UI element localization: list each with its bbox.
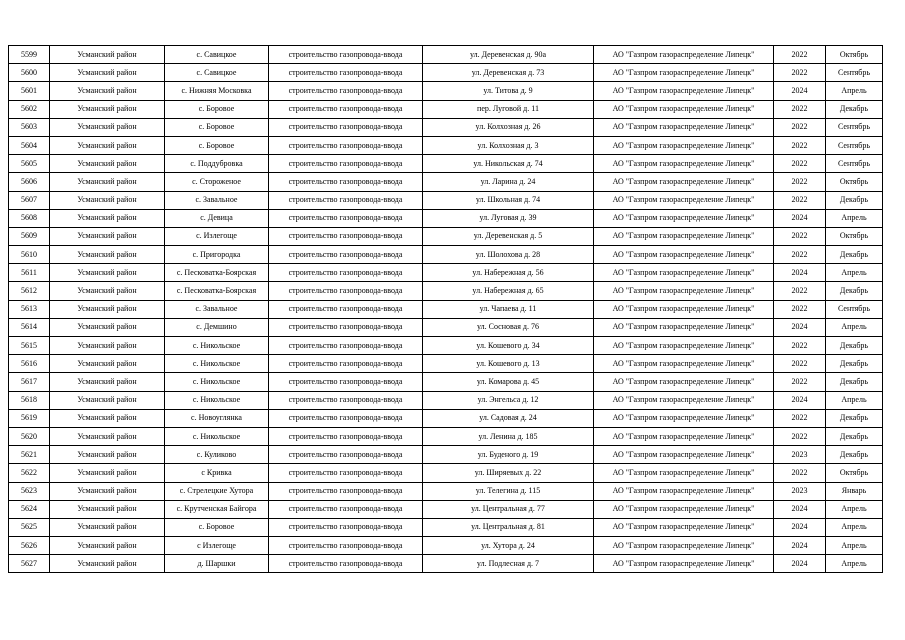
contractor-cell: АО "Газпром газораспределение Липецк" — [594, 173, 774, 191]
address-cell: ул. Деревенская д. 90а — [423, 46, 594, 64]
year-cell: 2022 — [774, 355, 826, 373]
district-cell: Усманский район — [50, 427, 165, 445]
settlement-cell: с Излегоще — [165, 537, 269, 555]
contractor-cell: АО "Газпром газораспределение Липецк" — [594, 446, 774, 464]
table-row — [9, 555, 883, 573]
settlement-cell: д. Шаршки — [165, 555, 269, 573]
row-number-cell: 5617 — [9, 373, 50, 391]
month-cell: Октябрь — [826, 227, 883, 245]
year-cell: 2022 — [774, 155, 826, 173]
table-row — [9, 482, 883, 500]
month-cell: Апрель — [826, 555, 883, 573]
contractor-cell: АО "Газпром газораспределение Липецк" — [594, 537, 774, 555]
contractor-cell: АО "Газпром газораспределение Липецк" — [594, 300, 774, 318]
month-cell: Апрель — [826, 518, 883, 536]
settlement-cell: с. Стороженое — [165, 173, 269, 191]
work-type-cell: строительство газопровода-ввода — [269, 318, 423, 336]
address-cell: ул. Центральная д. 77 — [423, 500, 594, 518]
work-type-cell: строительство газопровода-ввода — [269, 518, 423, 536]
settlement-cell: с. Боровое — [165, 100, 269, 118]
table-row — [9, 446, 883, 464]
year-cell: 2024 — [774, 537, 826, 555]
address-cell: ул. Шолохова д. 28 — [423, 246, 594, 264]
address-cell: ул. Энгельса д. 12 — [423, 391, 594, 409]
year-cell: 2023 — [774, 446, 826, 464]
table-row — [9, 518, 883, 536]
row-number-cell: 5605 — [9, 155, 50, 173]
district-cell: Усманский район — [50, 209, 165, 227]
month-cell: Сентябрь — [826, 300, 883, 318]
table-row — [9, 118, 883, 136]
month-cell: Апрель — [826, 209, 883, 227]
row-number-cell: 5618 — [9, 391, 50, 409]
year-cell: 2024 — [774, 209, 826, 227]
table-row — [9, 264, 883, 282]
table-row — [9, 373, 883, 391]
district-cell: Усманский район — [50, 227, 165, 245]
contractor-cell: АО "Газпром газораспределение Липецк" — [594, 355, 774, 373]
year-cell: 2022 — [774, 409, 826, 427]
settlement-cell: с. Боровое — [165, 518, 269, 536]
month-cell: Апрель — [826, 318, 883, 336]
month-cell: Декабрь — [826, 100, 883, 118]
contractor-cell: АО "Газпром газораспределение Липецк" — [594, 64, 774, 82]
table-row — [9, 136, 883, 154]
table-row — [9, 227, 883, 245]
table-row — [9, 355, 883, 373]
district-cell: Усманский район — [50, 118, 165, 136]
year-cell: 2022 — [774, 427, 826, 445]
district-cell: Усманский район — [50, 155, 165, 173]
year-cell: 2022 — [774, 191, 826, 209]
month-cell: Октябрь — [826, 173, 883, 191]
year-cell: 2022 — [774, 173, 826, 191]
settlement-cell: с. Крутченская Байгора — [165, 500, 269, 518]
table-row — [9, 337, 883, 355]
contractor-cell: АО "Газпром газораспределение Липецк" — [594, 373, 774, 391]
address-cell: ул. Подлесная д. 7 — [423, 555, 594, 573]
row-number-cell: 5615 — [9, 337, 50, 355]
year-cell: 2022 — [774, 136, 826, 154]
row-number-cell: 5601 — [9, 82, 50, 100]
district-cell: Усманский район — [50, 373, 165, 391]
contractor-cell: АО "Газпром газораспределение Липецк" — [594, 209, 774, 227]
year-cell: 2024 — [774, 555, 826, 573]
settlement-cell: с. Стрелецкие Хутора — [165, 482, 269, 500]
month-cell: Декабрь — [826, 191, 883, 209]
district-cell: Усманский район — [50, 446, 165, 464]
district-cell: Усманский район — [50, 391, 165, 409]
month-cell: Апрель — [826, 391, 883, 409]
month-cell: Декабрь — [826, 373, 883, 391]
row-number-cell: 5624 — [9, 500, 50, 518]
address-cell: ул. Буденого д. 19 — [423, 446, 594, 464]
contractor-cell: АО "Газпром газораспределение Липецк" — [594, 227, 774, 245]
year-cell: 2023 — [774, 482, 826, 500]
address-cell: ул. Садовая д. 24 — [423, 409, 594, 427]
work-type-cell: строительство газопровода-ввода — [269, 537, 423, 555]
settlement-cell: с. Боровое — [165, 118, 269, 136]
settlement-cell: с. Завальное — [165, 300, 269, 318]
contractor-cell: АО "Газпром газораспределение Липецк" — [594, 136, 774, 154]
district-cell: Усманский район — [50, 537, 165, 555]
work-type-cell: строительство газопровода-ввода — [269, 337, 423, 355]
work-type-cell: строительство газопровода-ввода — [269, 246, 423, 264]
year-cell: 2024 — [774, 518, 826, 536]
contractor-cell: АО "Газпром газораспределение Липецк" — [594, 118, 774, 136]
settlement-cell: с. Никольское — [165, 373, 269, 391]
settlement-cell: с. Завальное — [165, 191, 269, 209]
year-cell: 2022 — [774, 464, 826, 482]
work-type-cell: строительство газопровода-ввода — [269, 373, 423, 391]
settlement-cell: с. Поддубровка — [165, 155, 269, 173]
year-cell: 2022 — [774, 118, 826, 136]
district-cell: Усманский район — [50, 46, 165, 64]
settlement-cell: с Кривка — [165, 464, 269, 482]
row-number-cell: 5599 — [9, 46, 50, 64]
contractor-cell: АО "Газпром газораспределение Липецк" — [594, 500, 774, 518]
settlement-cell: с. Новоуглянка — [165, 409, 269, 427]
row-number-cell: 5611 — [9, 264, 50, 282]
settlement-cell: с. Девица — [165, 209, 269, 227]
work-type-cell: строительство газопровода-ввода — [269, 82, 423, 100]
settlement-cell: с. Никольское — [165, 427, 269, 445]
settlement-cell: с. Никольское — [165, 337, 269, 355]
contractor-cell: АО "Газпром газораспределение Липецк" — [594, 318, 774, 336]
work-type-cell: строительство газопровода-ввода — [269, 173, 423, 191]
district-cell: Усманский район — [50, 264, 165, 282]
table-row — [9, 64, 883, 82]
district-cell: Усманский район — [50, 500, 165, 518]
month-cell: Сентябрь — [826, 136, 883, 154]
address-cell: ул. Ширяевых д. 22 — [423, 464, 594, 482]
month-cell: Апрель — [826, 82, 883, 100]
address-cell: ул. Центральная д. 81 — [423, 518, 594, 536]
year-cell: 2022 — [774, 246, 826, 264]
work-type-cell: строительство газопровода-ввода — [269, 282, 423, 300]
address-cell: ул. Ларина д. 24 — [423, 173, 594, 191]
district-cell: Усманский район — [50, 318, 165, 336]
address-cell: ул. Школьная д. 74 — [423, 191, 594, 209]
address-cell: ул. Кошевого д. 34 — [423, 337, 594, 355]
month-cell: Декабрь — [826, 427, 883, 445]
month-cell: Октябрь — [826, 46, 883, 64]
row-number-cell: 5609 — [9, 227, 50, 245]
district-cell: Усманский район — [50, 518, 165, 536]
district-cell: Усманский район — [50, 337, 165, 355]
settlement-cell: с. Демшино — [165, 318, 269, 336]
address-cell: ул. Чапаева д. 11 — [423, 300, 594, 318]
row-number-cell: 5613 — [9, 300, 50, 318]
work-type-cell: строительство газопровода-ввода — [269, 446, 423, 464]
district-cell: Усманский район — [50, 282, 165, 300]
table-row — [9, 155, 883, 173]
table-body — [9, 46, 883, 573]
year-cell: 2022 — [774, 64, 826, 82]
district-cell: Усманский район — [50, 173, 165, 191]
table-row — [9, 537, 883, 555]
year-cell: 2024 — [774, 318, 826, 336]
contractor-cell: АО "Газпром газораспределение Липецк" — [594, 555, 774, 573]
contractor-cell: АО "Газпром газораспределение Липецк" — [594, 482, 774, 500]
settlement-cell: с. Пригородка — [165, 246, 269, 264]
work-type-cell: строительство газопровода-ввода — [269, 64, 423, 82]
address-cell: ул. Комарова д. 45 — [423, 373, 594, 391]
district-cell: Усманский район — [50, 191, 165, 209]
year-cell: 2022 — [774, 227, 826, 245]
address-cell: ул. Деревенская д. 73 — [423, 64, 594, 82]
table-row — [9, 318, 883, 336]
row-number-cell: 5622 — [9, 464, 50, 482]
table-row — [9, 427, 883, 445]
contractor-cell: АО "Газпром газораспределение Липецк" — [594, 464, 774, 482]
contractor-cell: АО "Газпром газораспределение Липецк" — [594, 246, 774, 264]
table-row — [9, 82, 883, 100]
month-cell: Декабрь — [826, 409, 883, 427]
gasification-table — [8, 45, 883, 573]
row-number-cell: 5608 — [9, 209, 50, 227]
contractor-cell: АО "Газпром газораспределение Липецк" — [594, 155, 774, 173]
table-row — [9, 464, 883, 482]
district-cell: Усманский район — [50, 136, 165, 154]
row-number-cell: 5627 — [9, 555, 50, 573]
row-number-cell: 5626 — [9, 537, 50, 555]
contractor-cell: АО "Газпром газораспределение Липецк" — [594, 282, 774, 300]
district-cell: Усманский район — [50, 300, 165, 318]
table-row — [9, 100, 883, 118]
year-cell: 2022 — [774, 46, 826, 64]
address-cell: ул. Ленина д. 185 — [423, 427, 594, 445]
month-cell: Сентябрь — [826, 155, 883, 173]
row-number-cell: 5625 — [9, 518, 50, 536]
work-type-cell: строительство газопровода-ввода — [269, 227, 423, 245]
district-cell: Усманский район — [50, 82, 165, 100]
settlement-cell: с. Никольское — [165, 355, 269, 373]
work-type-cell: строительство газопровода-ввода — [269, 136, 423, 154]
address-cell: ул. Кошевого д. 13 — [423, 355, 594, 373]
settlement-cell: с. Песковатка-Боярская — [165, 282, 269, 300]
work-type-cell: строительство газопровода-ввода — [269, 482, 423, 500]
address-cell: ул. Деревенская д. 5 — [423, 227, 594, 245]
row-number-cell: 5607 — [9, 191, 50, 209]
row-number-cell: 5612 — [9, 282, 50, 300]
address-cell: ул. Набережная д. 65 — [423, 282, 594, 300]
month-cell: Апрель — [826, 500, 883, 518]
contractor-cell: АО "Газпром газораспределение Липецк" — [594, 518, 774, 536]
work-type-cell: строительство газопровода-ввода — [269, 300, 423, 318]
month-cell: Январь — [826, 482, 883, 500]
work-type-cell: строительство газопровода-ввода — [269, 427, 423, 445]
table-row — [9, 391, 883, 409]
year-cell: 2022 — [774, 100, 826, 118]
month-cell: Декабрь — [826, 337, 883, 355]
work-type-cell: строительство газопровода-ввода — [269, 46, 423, 64]
month-cell: Октябрь — [826, 464, 883, 482]
work-type-cell: строительство газопровода-ввода — [269, 118, 423, 136]
row-number-cell: 5606 — [9, 173, 50, 191]
table-row — [9, 246, 883, 264]
year-cell: 2022 — [774, 337, 826, 355]
settlement-cell: с. Савицкое — [165, 64, 269, 82]
year-cell: 2022 — [774, 373, 826, 391]
contractor-cell: АО "Газпром газораспределение Липецк" — [594, 409, 774, 427]
month-cell: Сентябрь — [826, 64, 883, 82]
address-cell: пер. Луговой д. 11 — [423, 100, 594, 118]
row-number-cell: 5620 — [9, 427, 50, 445]
district-cell: Усманский район — [50, 355, 165, 373]
row-number-cell: 5604 — [9, 136, 50, 154]
table-row — [9, 282, 883, 300]
year-cell: 2024 — [774, 264, 826, 282]
district-cell: Усманский район — [50, 555, 165, 573]
district-cell: Усманский район — [50, 64, 165, 82]
work-type-cell: строительство газопровода-ввода — [269, 191, 423, 209]
contractor-cell: АО "Газпром газораспределение Липецк" — [594, 264, 774, 282]
year-cell: 2024 — [774, 500, 826, 518]
contractor-cell: АО "Газпром газораспределение Липецк" — [594, 337, 774, 355]
row-number-cell: 5619 — [9, 409, 50, 427]
table-row — [9, 191, 883, 209]
address-cell: ул. Колхозная д. 3 — [423, 136, 594, 154]
settlement-cell: с. Никольское — [165, 391, 269, 409]
month-cell: Апрель — [826, 264, 883, 282]
settlement-cell: с. Излегоще — [165, 227, 269, 245]
row-number-cell: 5610 — [9, 246, 50, 264]
contractor-cell: АО "Газпром газораспределение Липецк" — [594, 100, 774, 118]
contractor-cell: АО "Газпром газораспределение Липецк" — [594, 191, 774, 209]
month-cell: Декабрь — [826, 355, 883, 373]
contractor-cell: АО "Газпром газораспределение Липецк" — [594, 46, 774, 64]
work-type-cell: строительство газопровода-ввода — [269, 555, 423, 573]
work-type-cell: строительство газопровода-ввода — [269, 409, 423, 427]
work-type-cell: строительство газопровода-ввода — [269, 391, 423, 409]
work-type-cell: строительство газопровода-ввода — [269, 264, 423, 282]
address-cell: ул. Сосновая д. 76 — [423, 318, 594, 336]
row-number-cell: 5616 — [9, 355, 50, 373]
address-cell: ул. Титова д. 9 — [423, 82, 594, 100]
work-type-cell: строительство газопровода-ввода — [269, 155, 423, 173]
row-number-cell: 5614 — [9, 318, 50, 336]
work-type-cell: строительство газопровода-ввода — [269, 209, 423, 227]
district-cell: Усманский район — [50, 464, 165, 482]
settlement-cell: с. Куликово — [165, 446, 269, 464]
month-cell: Декабрь — [826, 282, 883, 300]
district-cell: Усманский район — [50, 100, 165, 118]
district-cell: Усманский район — [50, 409, 165, 427]
address-cell: ул. Колхозная д. 26 — [423, 118, 594, 136]
month-cell: Апрель — [826, 537, 883, 555]
work-type-cell: строительство газопровода-ввода — [269, 464, 423, 482]
district-cell: Усманский район — [50, 482, 165, 500]
address-cell: ул. Хутора д. 24 — [423, 537, 594, 555]
month-cell: Декабрь — [826, 446, 883, 464]
settlement-cell: с. Боровое — [165, 136, 269, 154]
row-number-cell: 5602 — [9, 100, 50, 118]
month-cell: Сентябрь — [826, 118, 883, 136]
table-row — [9, 209, 883, 227]
row-number-cell: 5600 — [9, 64, 50, 82]
work-type-cell: строительство газопровода-ввода — [269, 100, 423, 118]
year-cell: 2022 — [774, 282, 826, 300]
contractor-cell: АО "Газпром газораспределение Липецк" — [594, 427, 774, 445]
table-row — [9, 173, 883, 191]
address-cell: ул. Никольская д. 74 — [423, 155, 594, 173]
address-cell: ул. Набережная д. 56 — [423, 264, 594, 282]
contractor-cell: АО "Газпром газораспределение Липецк" — [594, 391, 774, 409]
district-cell: Усманский район — [50, 246, 165, 264]
settlement-cell: с. Песковатка-Боярская — [165, 264, 269, 282]
row-number-cell: 5623 — [9, 482, 50, 500]
contractor-cell: АО "Газпром газораспределение Липецк" — [594, 82, 774, 100]
settlement-cell: с. Нижняя Московка — [165, 82, 269, 100]
work-type-cell: строительство газопровода-ввода — [269, 355, 423, 373]
work-type-cell: строительство газопровода-ввода — [269, 500, 423, 518]
row-number-cell: 5621 — [9, 446, 50, 464]
month-cell: Декабрь — [826, 246, 883, 264]
row-number-cell: 5603 — [9, 118, 50, 136]
table-row — [9, 300, 883, 318]
address-cell: ул. Луговая д. 39 — [423, 209, 594, 227]
year-cell: 2024 — [774, 82, 826, 100]
table-row — [9, 409, 883, 427]
year-cell: 2024 — [774, 391, 826, 409]
year-cell: 2022 — [774, 300, 826, 318]
settlement-cell: с. Савицкое — [165, 46, 269, 64]
address-cell: ул. Телегина д. 115 — [423, 482, 594, 500]
table-row — [9, 46, 883, 64]
table-row — [9, 500, 883, 518]
